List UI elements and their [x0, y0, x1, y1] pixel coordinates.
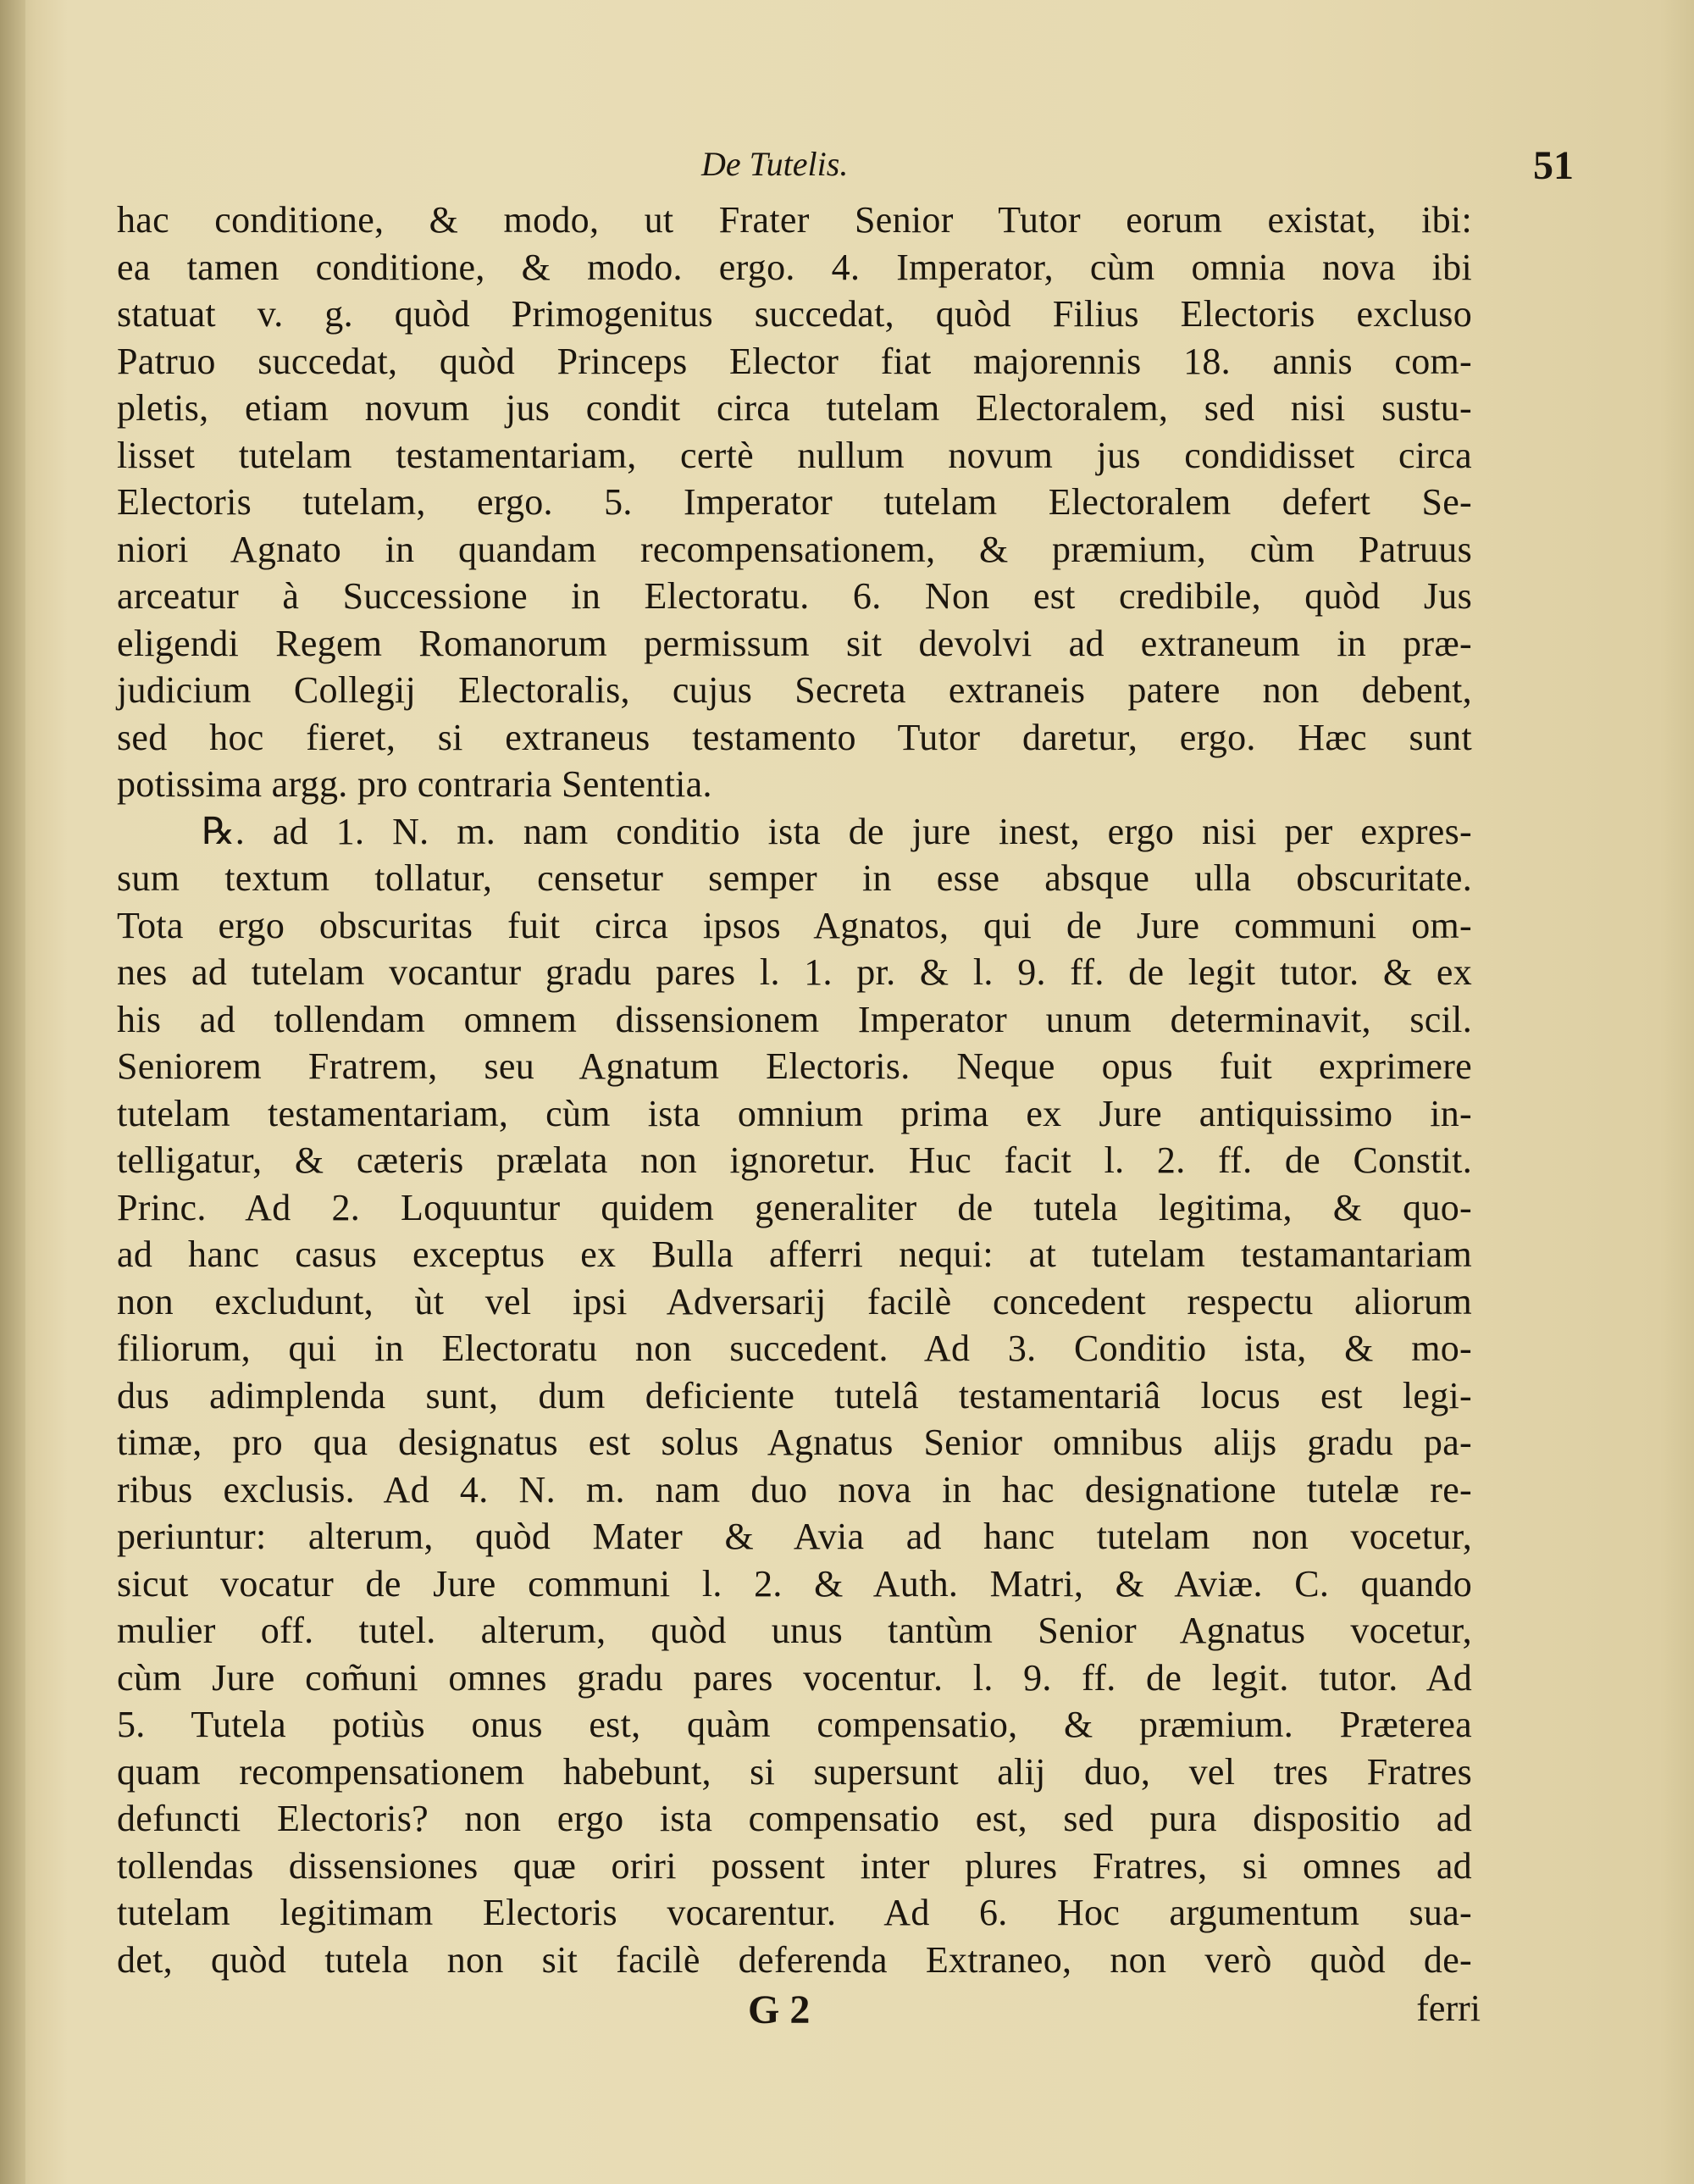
page-footer	[117, 1987, 1481, 2037]
text-line: Tota ergo obscuritas fuit circa ipsos Agnatos, qui de Jure communi om-	[117, 904, 1472, 946]
text-line: non excludunt, ùt vel ipsi Adversarij facilè concedent respectu aliorum	[117, 1280, 1472, 1322]
catchword: ferri	[1416, 1987, 1481, 2029]
text-line: sum textum tollatur, censetur semper in esse absque ulla obscuritate.	[117, 857, 1472, 899]
text-line: timæ, pro qua designatus est solus Agnatus Senior omnibus alijs gradu pa-	[117, 1422, 1472, 1463]
text-line: det, quòd tutela non sit facilè deferenda Extraneo, non verò quòd de-	[117, 1938, 1472, 1981]
text-line: arceatur à Successione in Electoratu. 6. Non est credibile, quòd Jus	[117, 575, 1472, 617]
text-line: tutelam testamentariam, cùm ista omnium prima ex Jure antiquissimo in-	[117, 1092, 1472, 1134]
text-line: dus adimplenda sunt, dum deficiente tutelâ testamentariâ locus est legi-	[117, 1374, 1472, 1416]
text-line: Patruo succedat, quòd Princeps Elector fiat majorennis 18. annis com-	[117, 340, 1472, 382]
text-line: his ad tollendam omnem dissensionem Imperator unum determinavit, scil.	[117, 998, 1472, 1040]
text-line: tutelam legitimam Electoris vocarentur. Ad 6. Hoc argumentum sua-	[117, 1892, 1472, 1933]
body-text	[117, 197, 1472, 1983]
text-line: lisset tutelam testamentariam, certè nullum novum jus condidisset circa	[117, 434, 1472, 476]
text-line: niori Agnato in quandam recompensationem, & præmium, cùm Patruus	[117, 528, 1472, 570]
page-number: 51	[1533, 143, 1574, 188]
page-gutter-shadow	[0, 0, 25, 2184]
text-line: ribus exclusis. Ad 4. N. m. nam duo nova in hac designatione tutelæ re-	[117, 1468, 1472, 1511]
text-line: telligatur, & cæteris prælata non ignoretur. Huc facit l. 2. ff. de Constit.	[117, 1139, 1472, 1181]
text-line: ℞. ad 1. N. m. nam conditio ista de jure inest, ergo nisi per expres-	[202, 810, 1472, 852]
text-line: eligendi Regem Romanorum permissum sit devolvi ad extraneum in præ-	[117, 622, 1472, 664]
text-line: filiorum, qui in Electoratu non succedent. Ad 3. Conditio ista, & mo-	[117, 1328, 1472, 1369]
text-line: potissima argg. pro contraria Sententia.	[117, 763, 712, 805]
text-line: pletis, etiam novum jus condit circa tutelam Electoralem, sed nisi sustu-	[117, 387, 1472, 429]
text-line: tollendas dissensiones quæ oriri possent inter plures Fratres, si omnes ad	[117, 1844, 1472, 1887]
text-line: quam recompensationem habebunt, si supersunt alij duo, vel tres Fratres	[117, 1750, 1472, 1793]
text-line: sed hoc fieret, si extraneus testamento Tutor daretur, ergo. Hæc sunt	[117, 716, 1472, 758]
running-title: De Tutelis.	[701, 145, 849, 183]
text-line: nes ad tutelam vocantur gradu pares l. 1. pr. & l. 9. ff. de legit tutor. & ex	[117, 951, 1472, 993]
text-line: Seniorem Fratrem, seu Agnatum Electoris. Neque opus fuit exprimere	[117, 1045, 1472, 1087]
text-line: defuncti Electoris? non ergo ista compensatio est, sed pura dispositio ad	[117, 1798, 1472, 1839]
text-line: cùm Jure com̃uni omnes gradu pares vocentur. l. 9. ff. de legit. tutor. Ad	[117, 1656, 1472, 1699]
text-line: statuat v. g. quòd Primogenitus succedat, quòd Filius Electoris excluso	[117, 293, 1472, 335]
text-line: judicium Collegij Electoralis, cujus Secreta extraneis patere non debent,	[117, 669, 1472, 711]
text-line: sicut vocatur de Jure communi l. 2. & Auth. Matri, & Aviæ. C. quando	[117, 1562, 1472, 1605]
text-line: periuntur: alterum, quòd Mater & Avia ad hanc tutelam non vocetur,	[117, 1516, 1472, 1557]
text-line: 5. Tutela potiùs onus est, quàm compensatio, & præmium. Præterea	[117, 1704, 1472, 1745]
text-line: Princ. Ad 2. Loquuntur quidem generaliter de tutela legitima, & quo-	[117, 1186, 1472, 1228]
text-line: mulier off. tutel. alterum, quòd unus tantùm Senior Agnatus vocetur,	[117, 1610, 1472, 1651]
running-header	[117, 136, 1574, 188]
text-line: ea tamen conditione, & modo. ergo. 4. Imperator, cùm omnia nova ibi	[117, 246, 1472, 288]
text-line: ad hanc casus exceptus ex Bulla afferri nequi: at tutelam testamantariam	[117, 1233, 1472, 1275]
signature-mark: G 2	[748, 1987, 811, 2032]
text-line: Electoris tutelam, ergo. 5. Imperator tutelam Electoralem defert Se-	[117, 481, 1472, 523]
text-line: hac conditione, & modo, ut Frater Senior Tutor eorum existat, ibi:	[117, 199, 1472, 241]
